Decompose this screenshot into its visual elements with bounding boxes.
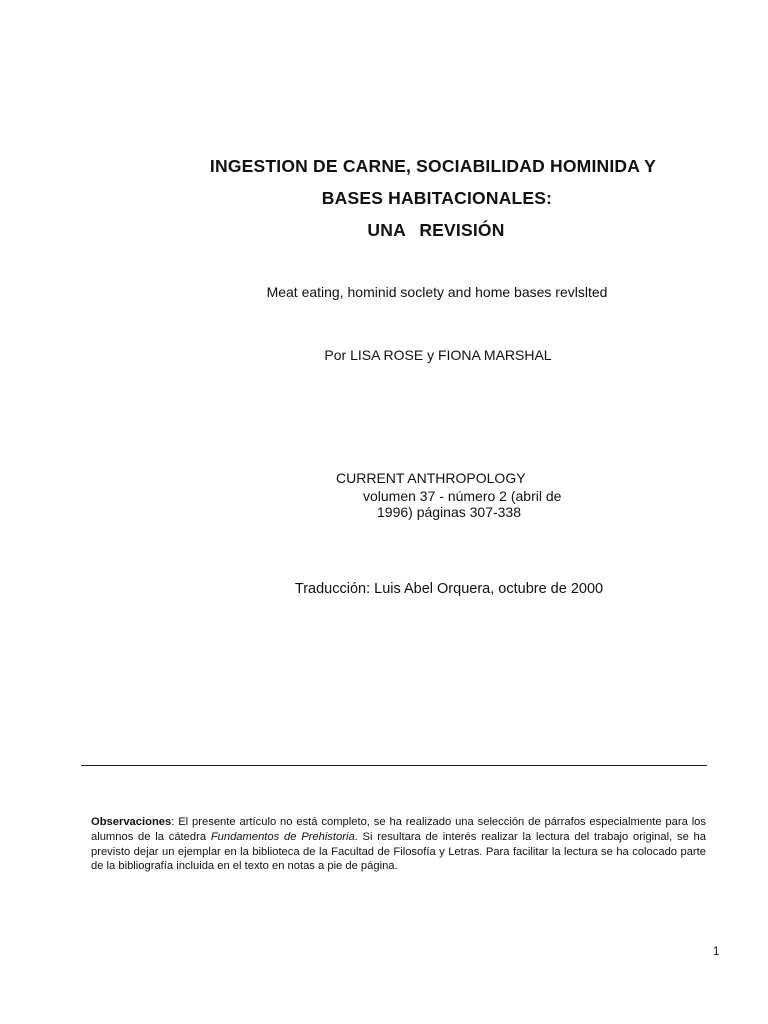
page-number: 1	[713, 946, 720, 958]
english-subtitle: Meat eating, hominid soclety and home bases revlslted	[266, 284, 608, 300]
title-line-2: BASES HABITACIONALES:	[321, 188, 553, 208]
authors-line: Por LISA ROSE y FIONA MARSHAL	[324, 347, 552, 363]
journal-pages: 1996) páginas 307-338	[377, 504, 522, 520]
observations-label: Observaciones	[91, 816, 172, 828]
journal-name: CURRENT ANTHROPOLOGY	[336, 470, 526, 486]
journal-volume: volumen 37 - número 2 (abril de	[363, 488, 562, 504]
title-line-3: UNA REVISIÓN	[367, 220, 505, 240]
translation-credit: Traducción: Luis Abel Orquera, octubre de 2000	[294, 581, 604, 597]
observations-text-1: : El presente artículo no está completo, se ha realizado una selección de párrafos especialmente para los alumnos de la cátedra	[91, 816, 706, 843]
title-line-1: INGESTION DE CARNE, SOCIABILIDAD HOMINIDA Y	[209, 156, 657, 176]
course-name: Fundamentos de Prehistoria	[210, 830, 355, 843]
observations-paragraph	[91, 815, 706, 874]
horizontal-divider	[81, 765, 707, 766]
observations-text-2: . Si resultara de interés realizar la lectura del trabajo original, se ha previsto dejar un ejemplar en la biblioteca de la Facultad de Filosofía y Letras. Para facilitar la lectura se ha colocado parte de la bibliografía incluida en el texto en notas a pie de página.	[91, 830, 706, 873]
